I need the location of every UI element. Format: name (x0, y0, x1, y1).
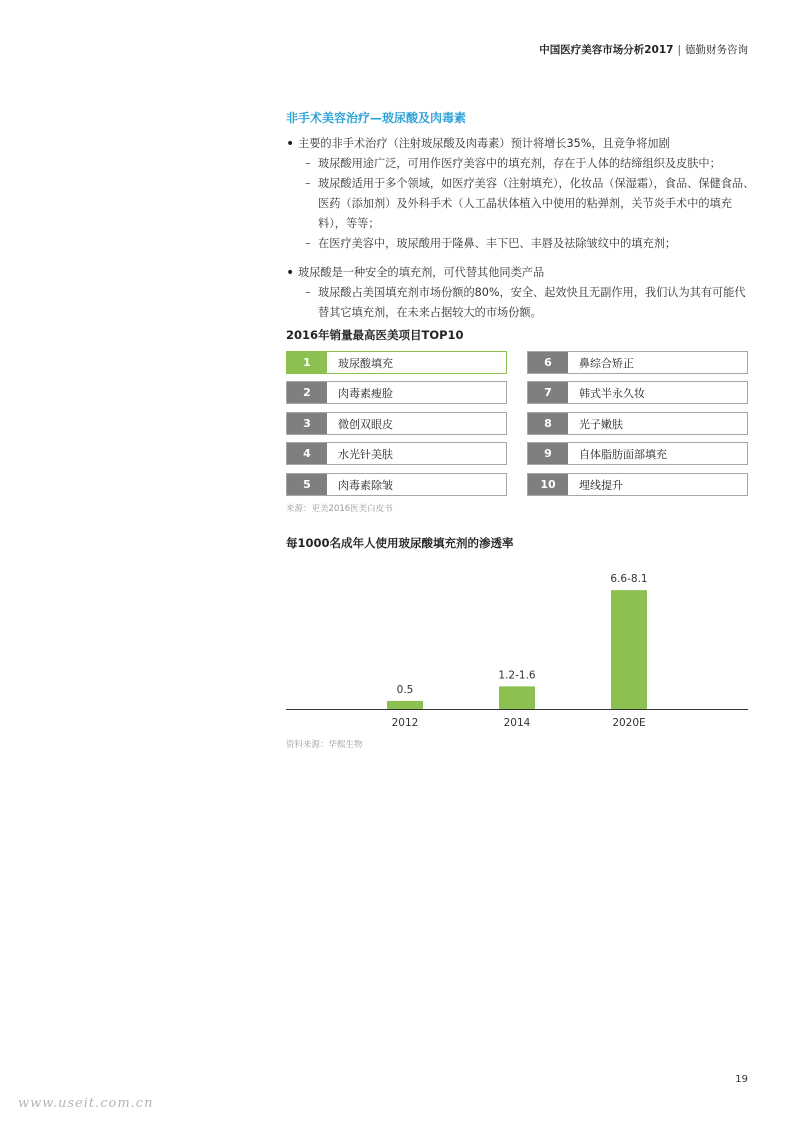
bar-2014 (499, 686, 535, 709)
rank-number: 4 (287, 443, 327, 464)
rank-name: 鼻综合矫正 (579, 356, 634, 370)
bar-2012 (387, 701, 423, 709)
rank-row (286, 381, 507, 404)
sub-bullet: – 玻尿酸占美国填充剂市场份额的80%，安全、起效快且无副作用，我们认为其有可能代替其它填充剂，在未来占据较大的市场份额。 (298, 283, 756, 323)
rank-row (527, 442, 748, 465)
rank-name: 肉毒素瘦脸 (338, 386, 393, 400)
bullet-item (286, 263, 756, 323)
rank-number: 5 (287, 474, 327, 495)
bullet-text: • 玻尿酸是一种安全的填充剂，可代替其他同类产品 (298, 266, 545, 279)
rank-name: 光子嫩肤 (579, 417, 623, 431)
rank-number: 7 (528, 382, 568, 403)
rank-name: 肉毒素除皱 (338, 478, 393, 492)
rank-name: 水光针美肤 (338, 447, 393, 461)
rank-row (527, 381, 748, 404)
x-tick-label: 2020E (612, 717, 646, 729)
watermark: www.useit.com.cn (18, 1096, 154, 1111)
top10-source: 来源：更美2016医美白皮书 (286, 504, 393, 514)
rank-number: 3 (287, 413, 327, 434)
rank-row (527, 473, 748, 496)
sub-bullet: – 在医疗美容中，玻尿酸用于隆鼻、丰下巴、丰唇及祛除皱纹中的填充剂； (298, 234, 756, 254)
rank-name: 微创双眼皮 (338, 417, 393, 431)
rank-row (286, 473, 507, 496)
page-number: 19 (735, 1074, 748, 1085)
rank-row (286, 412, 507, 435)
report-title: 中国医疗美容市场分析2017 (539, 44, 674, 56)
top10-title: 2016年销量最高医美项目TOP10 (286, 328, 464, 342)
rank-name: 埋线提升 (579, 478, 623, 492)
bar-2020E (611, 590, 647, 709)
rank-row (527, 412, 748, 435)
rank-number: 8 (528, 413, 568, 434)
rank-number: 10 (528, 474, 568, 495)
chart-source: 资料来源：华熙生物 (286, 740, 363, 750)
bullet-item (286, 134, 756, 254)
header-separator: | (677, 44, 681, 56)
page-header (539, 42, 748, 57)
section-title: 非手术美容治疗—玻尿酸及肉毒素 (286, 111, 467, 125)
x-tick-label: 2012 (391, 717, 419, 729)
value-label: 1.2-1.6 (498, 669, 536, 682)
value-label: 0.5 (396, 683, 414, 696)
bullet-text: • 主要的非手术治疗（注射玻尿酸及肉毒素）预计将增长35%，且竞争将加剧 (298, 137, 670, 150)
rank-number: 6 (528, 352, 568, 373)
firm-name: 德勤财务咨询 (685, 44, 748, 56)
top10-table (286, 351, 748, 497)
sub-bullet: – 玻尿酸适用于多个领域，如医疗美容（注射填充），化妆品（保湿霜），食品、保健食品、医药（添加剂）及外科手术（人工晶状体植入中使用的粘弹剂，关节炎手术中的填充料），等等； (298, 174, 756, 234)
rank-row (286, 351, 507, 374)
value-label: 6.6-8.1 (610, 573, 648, 586)
rank-name: 玻尿酸填充 (338, 356, 393, 370)
rank-number: 2 (287, 382, 327, 403)
x-tick-label: 2014 (503, 717, 531, 729)
rank-name: 自体脂肪面部填充 (579, 447, 667, 461)
rank-row (286, 442, 507, 465)
rank-row (527, 351, 748, 374)
penetration-bar-chart (286, 550, 750, 735)
rank-number: 9 (528, 443, 568, 464)
rank-name: 韩式半永久妆 (579, 386, 645, 400)
chart-title: 每1000名成年人使用玻尿酸填充剂的渗透率 (286, 536, 514, 550)
rank-number: 1 (287, 352, 327, 373)
sub-bullet: – 玻尿酸用途广泛，可用作医疗美容中的填充剂，存在于人体的结缔组织及皮肤中； (298, 154, 756, 174)
bullet-list (286, 134, 756, 323)
